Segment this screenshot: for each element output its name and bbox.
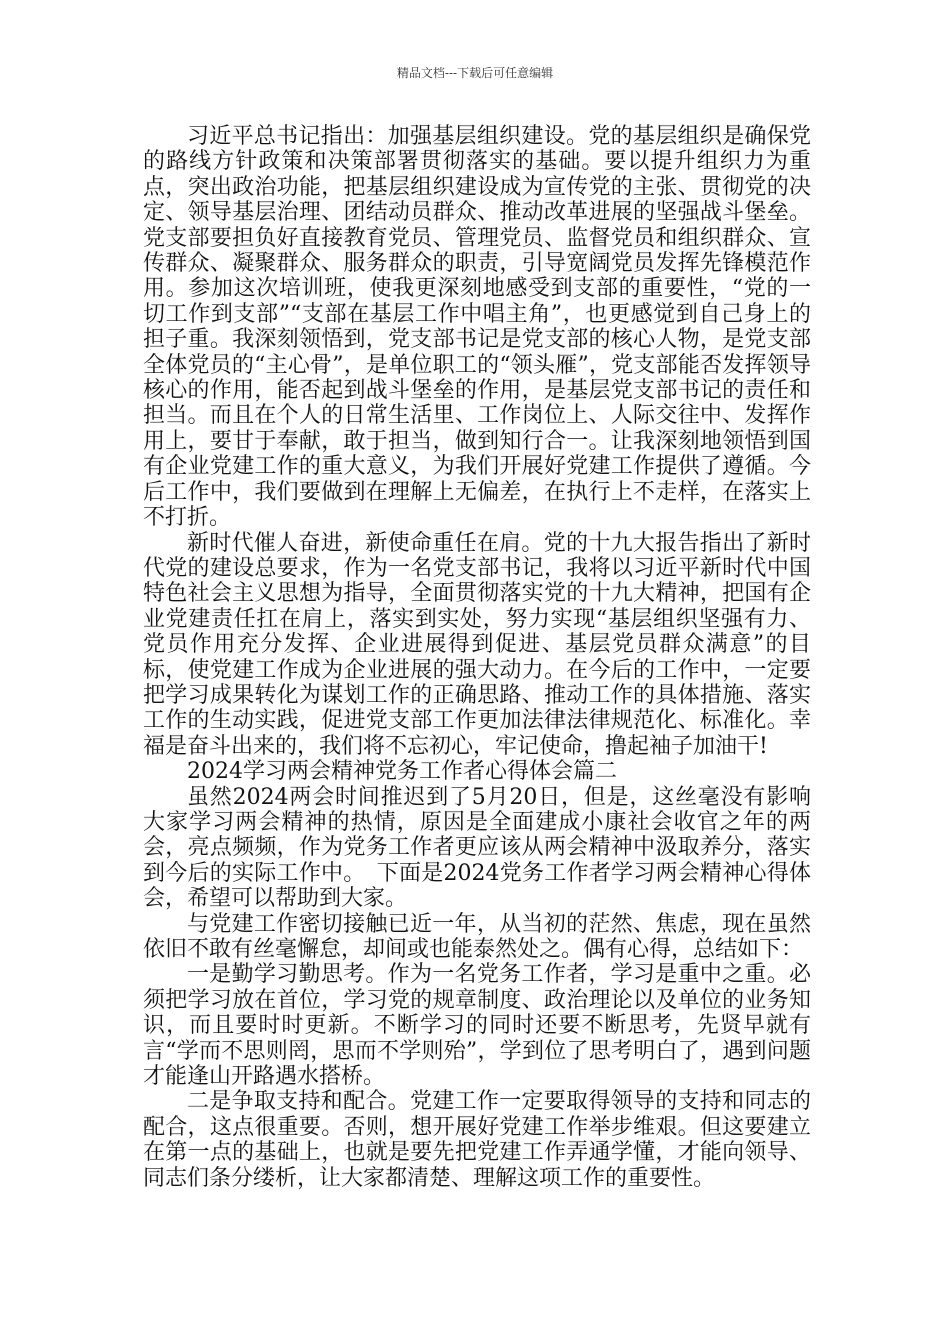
paragraph: 新时代催人奋进，新使命重任在肩。党的十九大报告指出了新时代党的建设总要求，作为一名党支部书记，我将以习近平新时代中国特色社会主义思想为指导，全面贯彻落实党的十九大精神，把国有企业党建责任扛在肩上，落实到实处，努力实现“基层组织坚强有力、党员作用充分发挥、企业进展得到促进、基层党员群众满意”的目标，使党建工作成为企业进展的强大动力。在今后的工作中，一定要把学习成果转化为谋划工作的正确思路、推动工作的具体措施、落实工作的生动实践，促进党支部工作更加法律法律规范化、标准化。幸福是奋斗出来的，我们将不忘初心，牢记使命，撸起袖子加油干! <box>143 530 811 759</box>
paragraph: 虽然2024两会时间推迟到了5月20日，但是，这丝毫没有影响大家学习两会精神的热情，原因是全面建成小康社会收官之年的两会，亮点频频，作为党务工作者更应该从两会精神中汲取养分，落实到今后的实际工作中。 下面是2024党务工作者学习两会精神心得体会，希望可以帮助到大家。 <box>143 784 811 912</box>
paragraph: 一是勤学习勤思考。作为一名党务工作者，学习是重中之重。必须把学习放在首位，学习党的规章制度、政治理论以及单位的业务知识，而且要时时更新。不断学习的同时还要不断思考，先贤早就有言“学而不思则罔，思而不学则殆”，学到位了思考明白了，遇到问题才能逢山开路遇水搭桥。 <box>143 962 811 1090</box>
section-heading: 2024学习两会精神党务工作者心得体会篇二 <box>187 759 617 785</box>
paragraph: 二是争取支持和配合。党建工作一定要取得领导的支持和同志的配合，这点很重要。否则，想开展好党建工作举步维艰。但这要建立在第一点的基础上，也就是要先把党建工作弄通学懂，才能向领导、同志们条分缕析，让大家都清楚、理解这项工作的重要性。 <box>143 1089 811 1191</box>
paragraph: 习近平总书记指出：加强基层组织建设。党的基层组织是确保党的路线方针政策和决策部署贯彻落实的基础。要以提升组织力为重点，突出政治功能，把基层组织建设成为宣传党的主张、贯彻党的决定、领导基层治理、团结动员群众、推动改革进展的坚强战斗堡垒。党支部要担负好直接教育党员、管理党员、监督党员和组织群众、宣传群众、凝聚群众、服务群众的职责，引导宽阔党员发挥先锋模范作用。参加这次培训班，使我更深刻地感受到支部的重要性，“党的一切工作到支部”“支部在基层工作中唱主角”，也更感觉到自己身上的担子重。我深刻领悟到，党支部书记是党支部的核心人物，是党支部全体党员的“主心骨”，是单位职工的“领头雁”，党支部能否发挥领导核心的作用，能否起到战斗堡垒的作用，是基层党支部书记的责任和担当。而且在个人的日常生活里、工作岗位上、人际交往中、发挥作用上，要甘于奉献，敢于担当，做到知行合一。让我深刻地领悟到国有企业党建工作的重大意义，为我们开展好党建工作提供了遵循。今后工作中，我们要做到在理解上无偏差，在执行上不走样，在落实上不打折。 <box>143 124 811 531</box>
document-body <box>143 124 811 1191</box>
running-header: 精品文档---下载后可任意编辑 <box>396 66 554 80</box>
paragraph: 与党建工作密切接触已近一年，从当初的茫然、焦虑，现在虽然依旧不敢有丝毫懈怠，却间或也能泰然处之。偶有心得，总结如下： <box>143 911 811 962</box>
